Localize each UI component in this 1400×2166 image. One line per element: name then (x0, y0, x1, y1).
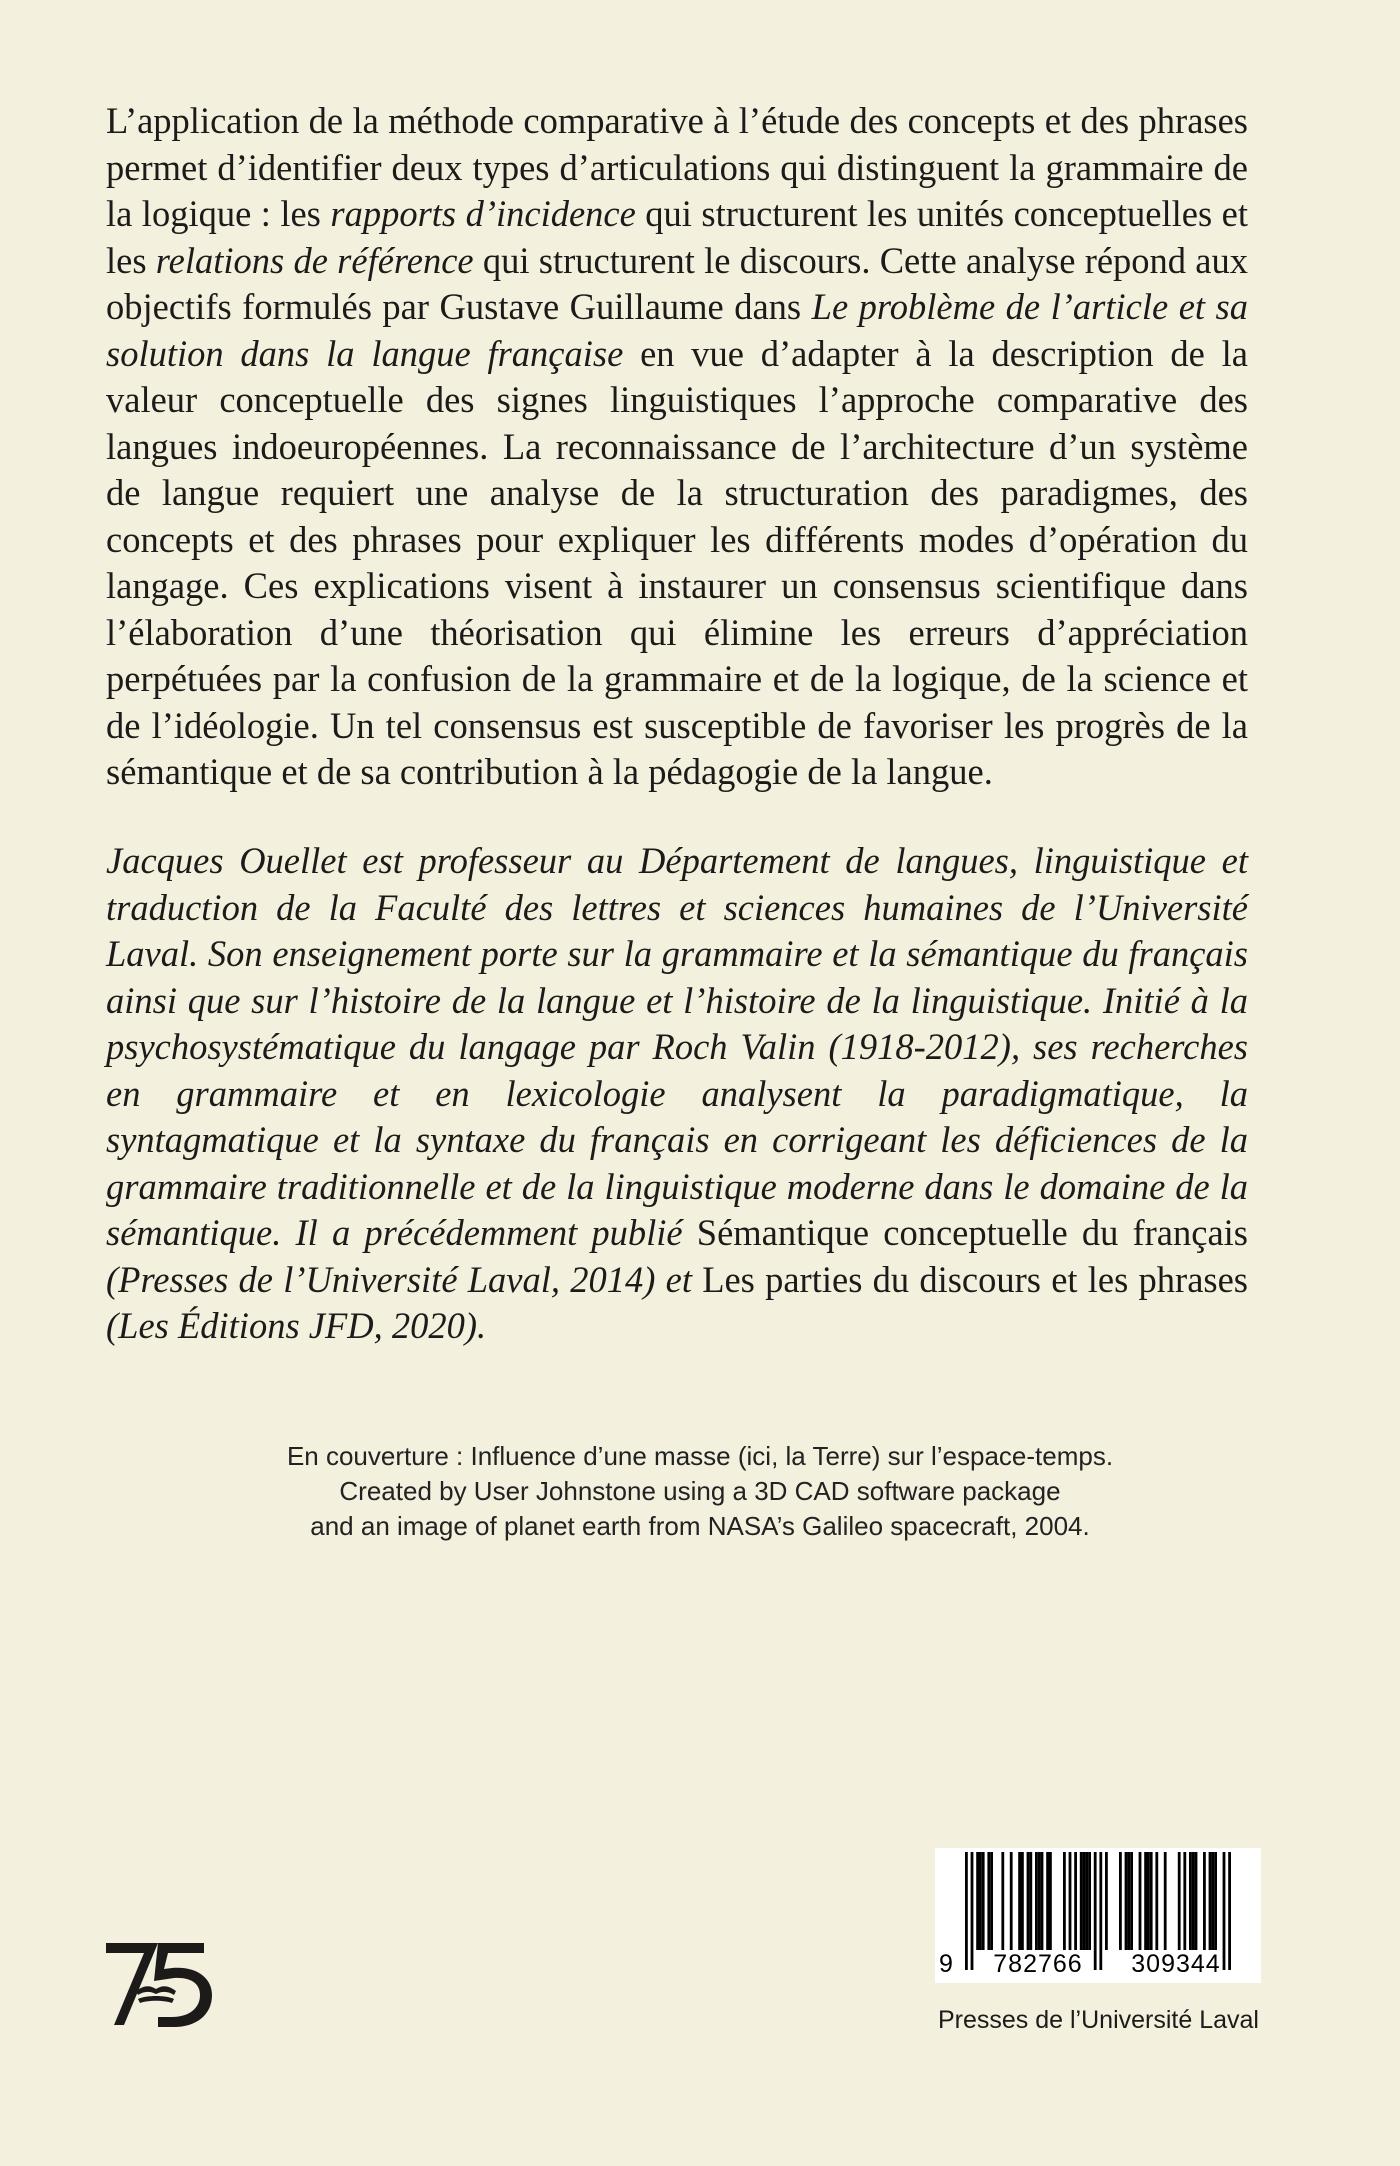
barcode-bar (1195, 1852, 1198, 1950)
barcode-bar (1085, 1852, 1088, 1950)
barcode-bar (1125, 1852, 1128, 1950)
bio-book-title-2: Les parties du discours et les phrases (702, 1258, 1248, 1300)
summary-text-4: en vue d’adapter à la description de la valeur conceptuelle des signes linguistiques l’approche comparative des langues indoeuropéennes. La reconnaissance de l’architecture d’un système de langue requiert une analyse de la structuration des paradigmes, des concepts et des phrases pour expliquer les différents modes d’opération du langage. Ces explications visent à instaurer un consensus scientifique dans l’élaboration d’une théorisation qui élimine les erreurs d’appréciation perpétuées par la confusion de la grammaire et de la logique, de la science et de l’idéologie. Un tel consensus est susceptible de favoriser les progrès de la sémantique et de sa contribution à la pédagogie de la langue. (106, 332, 1248, 792)
barcode-bar (1211, 1852, 1214, 1950)
barcode-bar (1144, 1852, 1147, 1950)
summary-italic-book-title: Le problème de l’article et sa solution dans la langue française (106, 286, 1248, 374)
credits-line-3: and an image of planet earth from NASA’s Galileo spacecraft, 2004. (310, 1511, 1090, 1541)
barcode-bar (1147, 1852, 1150, 1950)
barcode-bar (1049, 1852, 1052, 1950)
barcode-bar (1069, 1852, 1072, 1950)
cover-credits (200, 1439, 1200, 1544)
barcode-bar (1018, 1852, 1021, 1950)
barcode-bar (1127, 1852, 1130, 1950)
summary-text-1: L’application de la méthode comparative à l’étude des concepts et des phrases permet d’identifier deux types d’articulations qui distinguent la grammaire de la logique : les (106, 100, 1248, 234)
logo-label: 75 (160, 2029, 161, 2030)
barcode-bar (1119, 1852, 1122, 1950)
barcode-bar (1139, 1852, 1142, 1950)
bio-text-1: Jacques Ouellet est professeur au Département de langues, linguistique et traduction de la Faculté des lettres et sciences humaines de l’Université Laval. Son enseignement porte sur la grammaire et la sémantique du français ainsi que sur l’histoire de la langue et l’histoire de la linguistique. Initié à la psychosystématique du langage par Roch Valin (1918-2012), ses recherches en grammaire et en lexicologie analysent la paradigmatique, la syntagmatique et la syntaxe du français en corrigeant les déficiences de la grammaire traditionnelle et de la linguistique moderne dans le domaine de la sémantique. Il a précédemment publié (106, 840, 1248, 1253)
isbn-group-1: 782766 (993, 1950, 1083, 1978)
summary-paragraph (106, 98, 1248, 796)
anniversary-75-logo (100, 1935, 220, 2030)
barcode-bar (1105, 1852, 1108, 1950)
barcode-bar (1021, 1852, 1024, 1950)
logo-number-graphic (106, 1943, 212, 2027)
credits-line-2: Created by User Johnstone using a 3D CAD software package (339, 1476, 1061, 1506)
isbn-group-2: 309344 (1131, 1950, 1221, 1978)
bio-text-2: (Presses de l’Université Laval, 2014) et (106, 1258, 703, 1300)
summary-italic-relations: relations de référence (155, 239, 474, 281)
barcode-bar (976, 1852, 979, 1950)
barcode-bar (990, 1852, 993, 1950)
barcode-bar (982, 1852, 985, 1950)
barcode-bar (987, 1852, 990, 1950)
barcode-bar (1183, 1852, 1186, 1950)
barcode-bar (1189, 1852, 1192, 1950)
barcode-bar (1209, 1852, 1212, 1950)
barcode-bar (1029, 1852, 1032, 1950)
bio-text-3: (Les Éditions JFD, 2020). (106, 1305, 487, 1346)
bio-book-title-1: Sémantique conceptuelle du français (696, 1212, 1248, 1253)
isbn-barcode (935, 1848, 1261, 1983)
barcode-bar (1063, 1852, 1066, 1950)
credits-line-1: En couverture : Influence d’une masse (ici, la Terre) sur l’espace-temps. (286, 1441, 1114, 1471)
barcode-bar (1164, 1852, 1167, 1950)
barcode-bar (1203, 1852, 1206, 1950)
barcode-bar (1074, 1852, 1077, 1950)
barcode-bar (1083, 1852, 1086, 1950)
barcode-bar (1080, 1852, 1083, 1950)
barcode-bar (1155, 1852, 1158, 1950)
barcode-bar (1027, 1852, 1030, 1950)
barcode-bar (1088, 1852, 1091, 1950)
summary-text-2: qui structurent les unités conceptuelles et les (106, 193, 1248, 281)
barcode-bar (1214, 1852, 1217, 1950)
barcode-bar (1192, 1852, 1195, 1950)
barcode-bar (1178, 1852, 1181, 1950)
barcode-bar (1150, 1852, 1153, 1950)
barcode-bar (979, 1852, 982, 1950)
summary-text-3: qui structurent le discours. Cette analyse répond aux objectifs formulés par Gustave Guillaume dans (106, 239, 1248, 327)
barcode-bar (965, 1852, 968, 1970)
barcode-bar (1130, 1852, 1133, 1950)
barcode-bar (1038, 1852, 1041, 1950)
author-bio (106, 838, 1248, 1350)
barcode-bar (1046, 1852, 1049, 1950)
publisher-name: Presses de l’Université Laval (938, 2006, 1259, 2034)
barcode-bar (1010, 1852, 1013, 1950)
barcode-bar (1035, 1852, 1038, 1950)
barcode-bar (1041, 1852, 1044, 1950)
summary-italic-rapports: rapports d’incidence (330, 193, 636, 234)
barcode-bar (1001, 1852, 1004, 1950)
isbn-prefix: 9 (939, 1950, 953, 1978)
